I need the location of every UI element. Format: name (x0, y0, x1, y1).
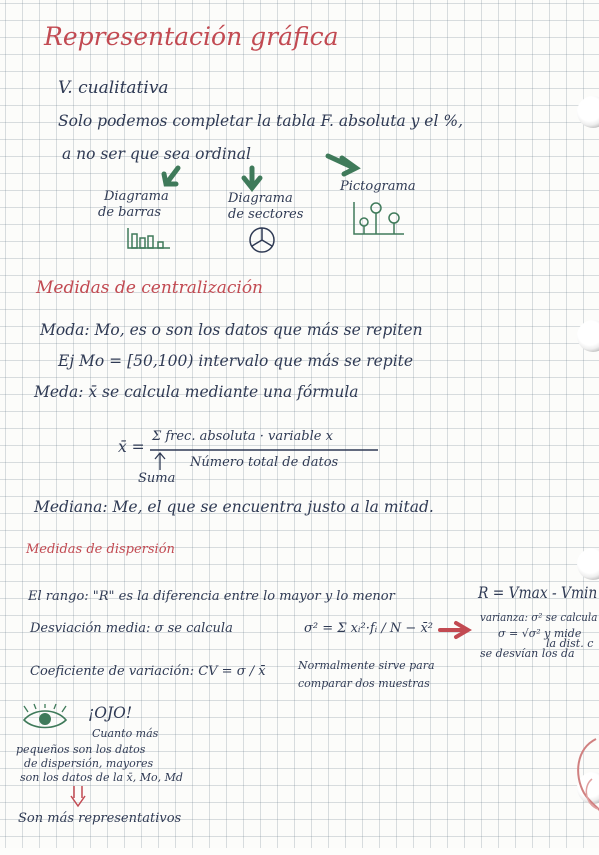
section-heading-dispersion: Medidas de dispersión (26, 542, 175, 557)
rango-formula: R = Vmax - Vmin (478, 584, 598, 602)
varianza-line-2: σ = √σ² y mide (498, 627, 582, 640)
formula-denominator: Número total de datos (190, 455, 339, 470)
ojo-line-4: son los datos de la x̄, Mo, Md (20, 771, 183, 784)
chart-type-bars-line1: Diagrama (104, 189, 169, 204)
eye-icon (22, 704, 70, 732)
cualitativa-line-2: a no ser que sea ordinal (62, 145, 251, 163)
cualitativa-line-1: Solo podemos completar la tabla F. absoluta y el %, (58, 112, 464, 130)
varianza-line-3: la dist. c (546, 637, 594, 650)
fraction-bar (150, 448, 380, 452)
chart-type-pictogram: Pictograma (340, 179, 416, 194)
pie-chart-icon (248, 226, 278, 256)
chart-type-bars-line2: de barras (98, 205, 162, 220)
coeficiente-line: Coeficiente de variación: CV = σ / x̄ (30, 664, 266, 679)
arrow-right-icon (438, 620, 474, 640)
formula-numerator: Σ frec. absoluta · variable x (152, 429, 333, 444)
ojo-line-2: pequeños son los datos (16, 743, 146, 756)
desviacion-line: Desviación media: σ se calcula (30, 621, 233, 636)
rango-line: El rango: "R" es la diferencia entre lo mayor y lo menor (28, 589, 395, 604)
pictogram-icon (352, 198, 408, 238)
varianza-line-4: se desvían los da (480, 647, 575, 660)
arrow-right-icon (324, 152, 364, 178)
chart-type-pie-line2: de sectores (228, 207, 304, 222)
cualitativa-label: V. cualitativa (58, 78, 169, 98)
mediana-line: Mediana: Me, el que se encuentra justo a la mitad. (34, 498, 434, 516)
section-heading-centralizacion: Medidas de centralización (36, 278, 264, 298)
ojo-line-1: Cuanto más (92, 727, 159, 740)
coeficiente-note-line-2: comparar dos muestras (298, 677, 430, 690)
moda-line: Moda: Mo, es o son los datos que más se repiten (40, 321, 423, 339)
formula-note-suma: Suma (138, 471, 176, 486)
moda-example-line: Ej Mo = [50,100) intervalo que más se repite (58, 352, 414, 370)
arrow-down-icon (70, 786, 86, 808)
page-title: Representación gráfica (44, 22, 339, 51)
chart-type-pie-line1: Diagrama (228, 191, 293, 206)
varianza-line-1: varianza: σ² se calcula (480, 611, 598, 624)
ojo-label: ¡OJO! (88, 704, 133, 722)
binder-ring-icon (572, 735, 599, 855)
arrow-up-icon (154, 452, 166, 470)
formula-lhs: x̄ = (118, 438, 145, 456)
ojo-line-3: de dispersión, mayores (24, 757, 154, 770)
ojo-conclusion: Son más representativos (18, 811, 182, 826)
bar-chart-icon (126, 226, 172, 250)
coeficiente-note-line-1: Normalmente sirve para (298, 659, 435, 672)
desviacion-formula: σ² = Σ xᵢ²·fᵢ / N − x̄² (304, 621, 434, 636)
media-line: Meda: x̄ se calcula mediante una fórmula (34, 383, 359, 401)
